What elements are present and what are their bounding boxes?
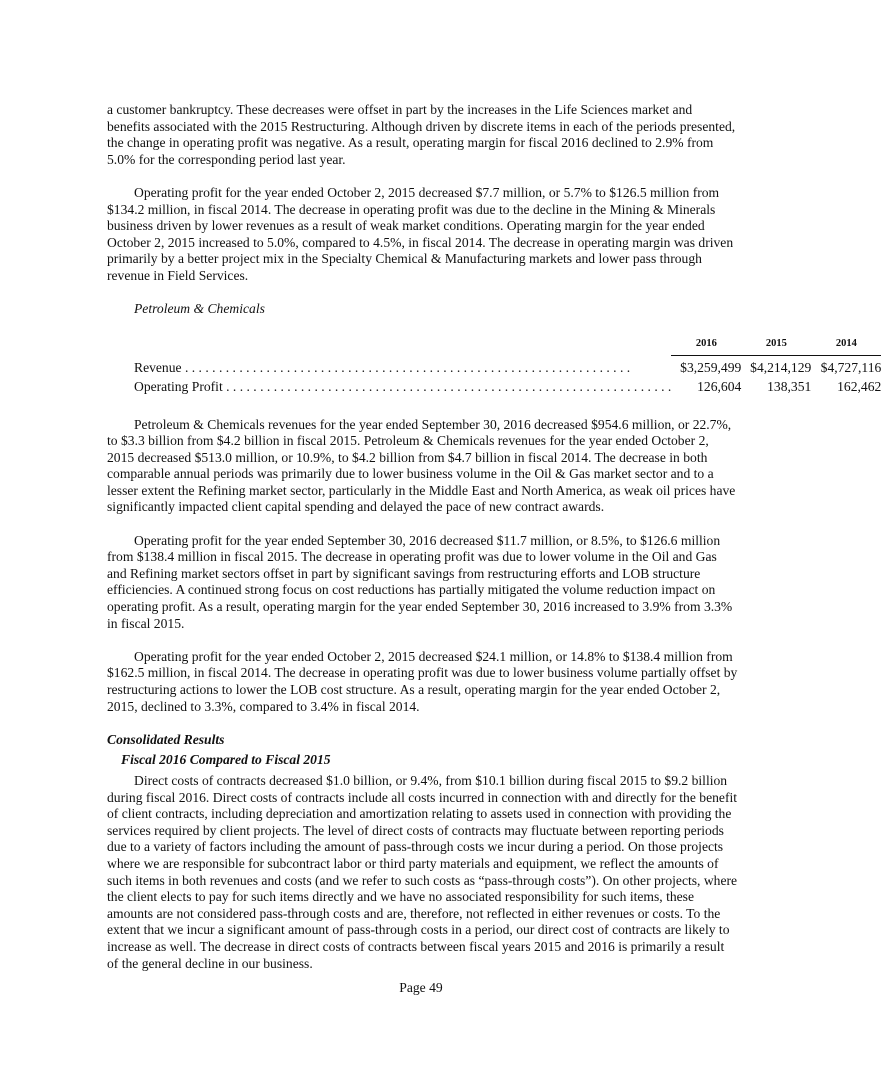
paragraph-petroleum-operating-profit-2016: Operating profit for the year ended September 30, 2016 decreased $11.7 million, or 8.5%, to $126.6 million from $138.4 million in fiscal 2015. The decrease in operating profit was due to lower volume in the Oil and Gas and Refining market sectors offset in part by significant savings from restructuring efforts and LOB structure efficiencies. A continued strong focus on cost reductions has partially mitigated the volume reduction impact on operating profit. As a result, operating margin for the year ended September 30, 2016 increased to 3.9% from 3.3% in fiscal 2015. xyxy=(107,532,733,631)
column-header-2015: 2015 xyxy=(741,336,811,360)
cell-revenue-2015: $4,214,129 xyxy=(750,360,812,376)
paragraph-petroleum-revenues: Petroleum & Chemicals revenues for the year ended September 30, 2016 decreased $954.6 million, or 22.7%, to $3.3 billion from $4.2 billion in fiscal 2015. Petroleum & Chemicals revenues for the year ended October 2, 2015 decreased $513.0 million, or 10.9%, to $4.2 billion from $4.7 billion in fiscal 2014. The decrease in both comparable annual periods was primarily due to lower business volume in the Oil & Gas market sector and to a lesser extent the Refining market sector, particularly in the Middle East and North America, as weak oil prices have significantly impacted client capital spending and delayed the pace of new contract awards. xyxy=(107,416,736,515)
heading-fiscal-comparison: Fiscal 2016 Compared to Fiscal 2015 xyxy=(121,752,331,768)
heading-consolidated-results: Consolidated Results xyxy=(107,731,225,747)
paragraph-intro: a customer bankruptcy. These decreases were offset in part by the increases in the Life Sciences market and benefits associated with the 2015 Restructuring. Although driven by discrete items in each of the periods presented, the change in operating profit was negative. As a result, operating margin for fiscal 2016 declined to 2.9% from 5.0% for the corresponding period last year. xyxy=(107,102,736,167)
cell-operating-profit-2015: 138,351 xyxy=(767,378,812,394)
table-row-revenue xyxy=(107,359,881,378)
document-page xyxy=(107,102,881,972)
cell-revenue-2014: $4,727,116 xyxy=(820,360,881,376)
financial-table xyxy=(107,336,881,397)
paragraph-petroleum-operating-profit-2015: Operating profit for the year ended October 2, 2015 decreased $24.1 million, or 14.8% to $138.4 million from $162.5 million, in fiscal 2014. The decrease in operating profit was due to lower business volume partially offset by restructuring actions to lower the LOB cost structure. As a result, operating margin for the year ended October 2, 2015, declined to 3.3%, compared to 3.4% in fiscal 2014. xyxy=(107,648,738,714)
column-header-2016: 2016 xyxy=(671,336,741,360)
column-header-2014: 2014 xyxy=(811,336,881,360)
paragraph-direct-costs: Direct costs of contracts decreased $1.0 billion, or 9.4%, from $10.1 billion during fiscal 2015 to $9.2 billion during fiscal 2016. Direct costs of contracts include all costs incurred in connection with and directly for the benefit of client contracts, including depreciation and amortization relating to assets used in connection with providing the services required by client projects. The level of direct costs of contracts may fluctuate between reporting periods due to a variety of factors including the amount of pass-through costs we incur during a period. On those projects where we are responsible for subcontract labor or third party materials and equipment, we reflect the amounts of such items in both revenues and costs (and we refer to such costs as “pass-through costs”). On other projects, where the client elects to pay for such items directly and we have no associated responsibility for such items, these amounts are not considered pass-through costs and are, therefore, not reflected in either revenues or costs. To the extent that we incur a significant amount of pass-through costs in a period, our direct cost of contracts are likely to increase as well. The decrease in direct costs of contracts between fiscal years 2015 and 2016 is primarily a result of the general decline in our business. xyxy=(107,772,738,971)
row-label-revenue: Revenue . . . xyxy=(134,360,671,377)
page-number: Page 49 xyxy=(399,980,443,995)
paragraph-fiscal-2015-operating-profit: Operating profit for the year ended October 2, 2015 decreased $7.7 million, or 5.7% to $126.5 million from $134.2 million, in fiscal 2014. The decrease in operating profit was due to the decline in the Mining & Minerals business driven by lower revenues as a result of weak market conditions. Operating margin for the year ended October 2, 2015 increased to 5.0%, compared to 4.5%, in fiscal 2014. The decrease in operating margin was driven primarily by a better project mix in the Specialty Chemical & Manufacturing markets and lower pass through revenue in Field Services. xyxy=(107,184,734,283)
table-row-operating-profit xyxy=(107,378,881,397)
row-label-operating-profit: Operating Profit . . . xyxy=(134,379,671,396)
cell-revenue-2016: $3,259,499 xyxy=(680,360,742,376)
section-title-petroleum-chemicals: Petroleum & Chemicals xyxy=(134,301,265,317)
cell-operating-profit-2016: 126,604 xyxy=(697,378,742,394)
cell-operating-profit-2014: 162,462 xyxy=(837,378,881,394)
table-header-row xyxy=(107,336,881,360)
